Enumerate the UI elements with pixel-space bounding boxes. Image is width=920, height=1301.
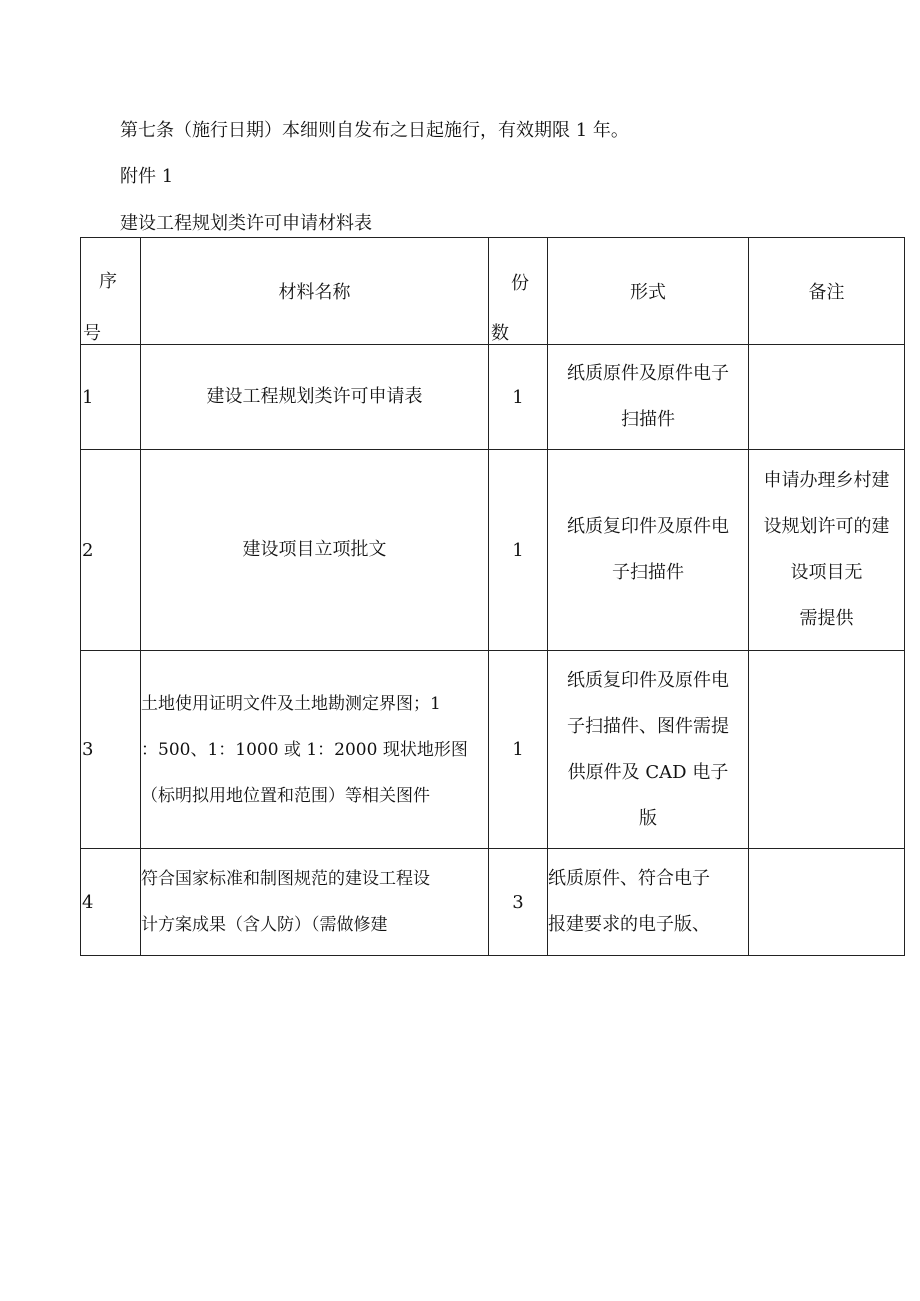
header-remark: 备注: [749, 238, 905, 345]
header-seq: 序 号: [81, 238, 141, 345]
header-name: 材料名称: [141, 238, 489, 345]
row-material-name: 土地使用证明文件及土地勘测定界图；1 ：500、1：1000 或 1：2000 现状地形图 （标明拟用地位置和范围）等相关图件: [141, 651, 489, 849]
attachment-label: 附件 1: [120, 166, 174, 187]
row-material-name: 建设工程规划类许可申请表: [141, 345, 489, 450]
row-seq: 3: [81, 651, 141, 849]
row-remark: [749, 345, 905, 450]
materials-table: [80, 237, 905, 956]
row-copies: 3: [489, 849, 548, 956]
table-row: [81, 450, 905, 651]
row-copies: 1: [489, 450, 548, 651]
header-copies: 份 数: [489, 238, 548, 345]
table-row: [81, 345, 905, 450]
row-remark: [749, 651, 905, 849]
row-form: 纸质原件、符合电子 报建要求的电子版、: [548, 849, 749, 956]
row-remark: 申请办理乡村建 设规划许可的建 设项目无 需提供: [749, 450, 905, 651]
row-form: 纸质复印件及原件电 子扫描件、图件需提 供原件及 CAD 电子 版: [548, 651, 749, 849]
article-seven: 第七条（施行日期）本细则自发布之日起施行，有效期限 1 年。: [120, 120, 629, 141]
row-form: 纸质原件及原件电子 扫描件: [548, 345, 749, 450]
table-title: 建设工程规划类许可申请材料表: [120, 213, 372, 234]
row-material-name: 符合国家标准和制图规范的建设工程设 计方案成果（含人防）（需做修建: [141, 849, 489, 956]
row-copies: 1: [489, 651, 548, 849]
table-header-row: [81, 238, 905, 345]
header-form: 形式: [548, 238, 749, 345]
table-row: [81, 651, 905, 849]
row-seq: 1: [81, 345, 141, 450]
row-seq: 2: [81, 450, 141, 651]
row-remark: [749, 849, 905, 956]
row-seq: 4: [81, 849, 141, 956]
table-row: [81, 849, 905, 956]
row-copies: 1: [489, 345, 548, 450]
row-material-name: 建设项目立项批文: [141, 450, 489, 651]
row-form: 纸质复印件及原件电 子扫描件: [548, 450, 749, 651]
